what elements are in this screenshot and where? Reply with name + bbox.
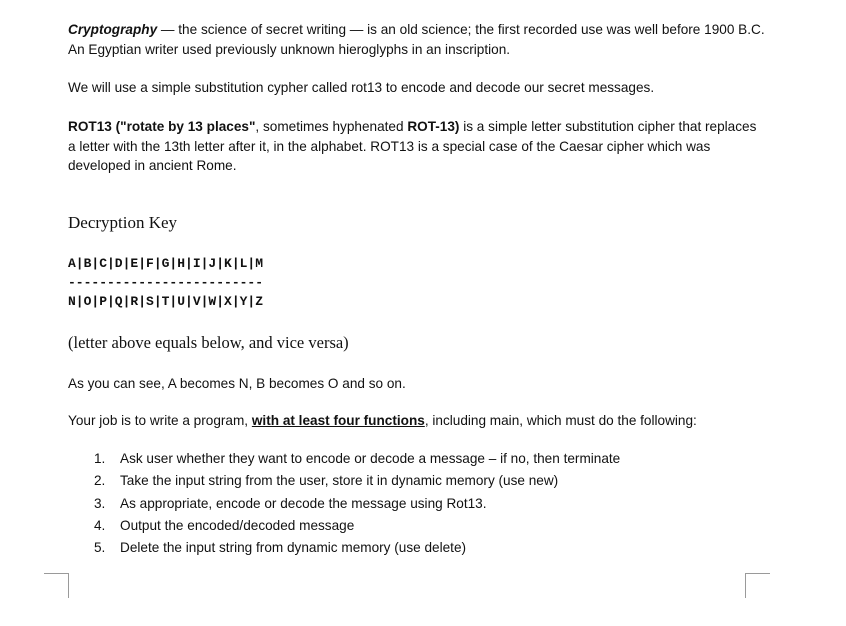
list-item [94,449,620,471]
page-margin-corner-right [745,573,770,598]
list-number: 4. [94,517,106,533]
requirements-list [94,449,620,560]
list-item [94,516,620,538]
list-item [94,494,620,516]
rot13-term: ROT13 ("rotate by 13 places" [68,119,256,134]
intro-text: — the science of secret writing — is an old science; the first recorded use was well before 1900 B.C. An Egyptian writer used previously unknown hieroglyphs in an inscription. [68,22,765,57]
intro-paragraph [68,20,768,59]
list-text: Ask user whether they want to encode or decode a message – if no, then terminate [120,451,621,466]
list-text: Delete the input string from dynamic memory (use delete) [120,540,467,556]
page-margin-corner-left [44,573,69,598]
example-paragraph: As you can see, A becomes N, B becomes O and so on. [68,376,406,391]
key-top-row: A|B|C|D|E|F|G|H|I|J|K|L|M [68,256,264,271]
key-divider: ------------------------- [68,275,264,290]
list-text: Take the input string from the user, store it in dynamic memory (use new) [120,473,559,489]
list-number: 5. [94,540,106,556]
task-text-end: , including main, which must do the following: [424,413,697,428]
list-number: 2. [94,473,106,489]
list-item [94,471,620,493]
rot13-paragraph [68,117,758,176]
list-number: 3. [94,495,106,511]
task-text-start: Your job is to write a program, [68,413,252,428]
cryptography-term: Cryptography [68,22,158,37]
rot13-mid-text: , sometimes hyphenated [255,119,408,134]
list-number: 1. [94,451,106,466]
rot13-hyphen-term: ROT-13) [407,119,460,134]
rot13-text: is a simple letter substitution cipher that replaces a letter with the 13th letter after it, in the alphabet. ROT13 is a special case of the Caesar cipher which was developed in ancient Rome. [68,119,757,173]
decryption-key-heading: Decryption Key [68,213,178,232]
list-text: Output the encoded/decoded message [120,517,355,533]
list-text: As appropriate, encode or decode the message using Rot13. [120,495,487,511]
key-note: (letter above equals below, and vice versa) [68,333,349,352]
key-bottom-row: N|O|P|Q|R|S|T|U|V|W|X|Y|Z [68,294,264,309]
cipher-intro-paragraph: We will use a simple substitution cypher called rot13 to encode and decode our secret messages. [68,80,655,95]
task-paragraph [68,411,768,431]
four-functions-emphasis: with at least four functions [251,413,425,428]
list-item [94,538,620,560]
